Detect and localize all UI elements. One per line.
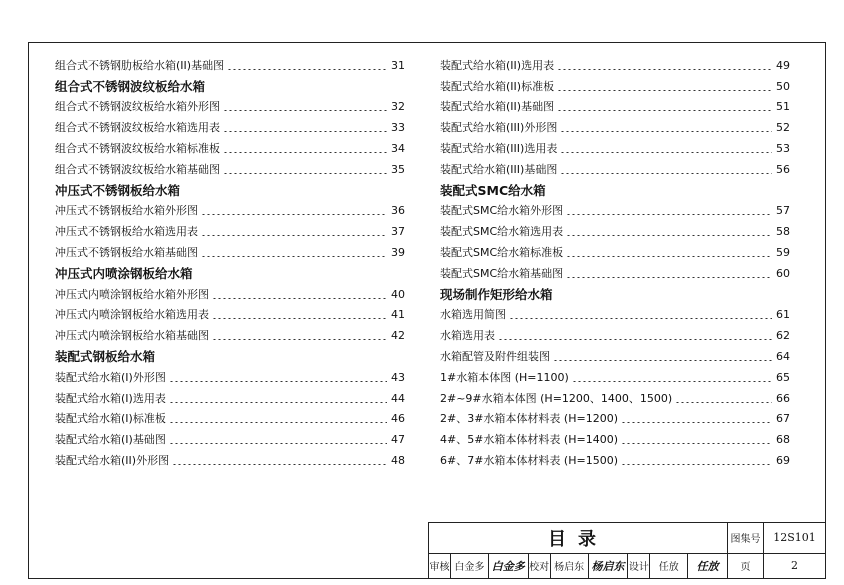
toc-entry <box>440 426 790 447</box>
toc-entry-page: 61 <box>776 308 790 322</box>
toc-entry <box>440 343 790 364</box>
toc-entry-title: 冲压式内喷涂钢板给水箱基础图 <box>55 329 209 343</box>
toc-section-heading <box>440 177 790 198</box>
toc-entry-title: 水箱选用简图 <box>440 308 506 322</box>
toc-entry-title: 冲压式不锈钢板给水箱外形图 <box>55 204 198 218</box>
toc-entry-page: 51 <box>776 100 790 114</box>
page-label: 页 <box>728 553 764 578</box>
toc-entry <box>440 322 790 343</box>
toc-entry <box>440 135 790 156</box>
toc-entry-page: 50 <box>776 79 790 93</box>
toc-entry-page: 46 <box>391 412 405 426</box>
dot-leader <box>621 443 772 444</box>
toc-entry-title: 装配式给水箱(II)标准板 <box>440 79 555 93</box>
section-heading-text: 组合式不锈钢波纹板给水箱 <box>55 78 206 94</box>
toc-entry <box>440 156 790 177</box>
toc-entry-title: 水箱选用表 <box>440 329 495 343</box>
toc-entry-page: 36 <box>391 204 405 218</box>
toc-entry-title: 组合式不锈钢波纹板给水箱选用表 <box>55 121 220 135</box>
toc-entry-title: 装配式给水箱(III)外形图 <box>440 121 558 135</box>
dot-leader <box>227 69 387 70</box>
design-name: 任放 <box>650 553 688 578</box>
section-heading-text: 现场制作矩形给水箱 <box>440 286 553 302</box>
dot-leader <box>212 339 387 340</box>
toc-entry <box>440 447 790 468</box>
toc-entry-title: 2#~9#水箱本体图 (H=1200、1400、1500) <box>440 391 673 405</box>
toc-entry-page: 65 <box>776 370 790 384</box>
atlas-number: 12S101 <box>764 523 826 554</box>
design-label: 设计 <box>628 553 650 578</box>
toc-entry-title: 组合式不锈钢波纹板给水箱外形图 <box>55 100 220 114</box>
toc-entry <box>440 364 790 385</box>
toc-entry-title: 1#水箱本体图 (H=1100) <box>440 370 569 384</box>
toc-entry-page: 69 <box>776 453 790 467</box>
toc-entry-page: 58 <box>776 225 790 239</box>
toc-entry <box>55 156 405 177</box>
toc-entry-title: 组合式不锈钢波纹板给水箱基础图 <box>55 162 220 176</box>
toc-entry <box>55 198 405 219</box>
toc-entry-title: 装配式给水箱(I)外形图 <box>55 370 166 384</box>
toc-entry <box>55 239 405 260</box>
toc-left-column <box>55 52 405 468</box>
dot-leader <box>621 422 772 423</box>
toc-entry-title: 装配式给水箱(II)基础图 <box>440 100 555 114</box>
toc-entry <box>55 281 405 302</box>
section-heading-text: 冲压式不锈钢板给水箱 <box>55 182 181 198</box>
toc-section-heading <box>55 260 405 281</box>
dot-leader <box>223 131 387 132</box>
toc-entry-title: 装配式给水箱(II)选用表 <box>440 58 555 72</box>
dot-leader <box>566 256 772 257</box>
dot-leader <box>560 152 772 153</box>
toc-entry-title: 装配式SMC给水箱外形图 <box>440 204 564 218</box>
toc-entry-title: 组合式不锈钢波纹板给水箱标准板 <box>55 141 220 155</box>
toc-entry-title: 装配式给水箱(I)标准板 <box>55 412 166 426</box>
toc-entry <box>55 426 405 447</box>
check-name: 杨启东 <box>550 553 588 578</box>
toc-entry <box>440 239 790 260</box>
dot-leader <box>169 381 387 382</box>
dot-leader <box>553 360 772 361</box>
toc-entry-page: 53 <box>776 141 790 155</box>
toc-entry <box>55 52 405 73</box>
toc-entry <box>440 218 790 239</box>
dot-leader <box>223 110 387 111</box>
toc-entry-page: 40 <box>391 287 405 301</box>
toc-entry-title: 冲压式不锈钢板给水箱选用表 <box>55 225 198 239</box>
toc-entry-title: 装配式SMC给水箱选用表 <box>440 225 564 239</box>
dot-leader <box>675 402 772 403</box>
dot-leader <box>201 256 387 257</box>
toc-entry-title: 装配式给水箱(I)基础图 <box>55 433 166 447</box>
toc-entry <box>55 322 405 343</box>
toc-entry-title: 装配式给水箱(II)外形图 <box>55 453 170 467</box>
toc-section-heading <box>55 73 405 94</box>
toc-entry <box>440 198 790 219</box>
toc-entry <box>55 114 405 135</box>
toc-section-heading <box>55 177 405 198</box>
toc-entry-page: 57 <box>776 204 790 218</box>
check-signature: 杨启东 <box>588 553 628 578</box>
toc-entry-page: 67 <box>776 412 790 426</box>
atlas-label: 图集号 <box>728 523 764 554</box>
toc-entry <box>440 385 790 406</box>
design-signature: 任放 <box>688 553 728 578</box>
page-number: 2 <box>764 553 826 578</box>
toc-entry-title: 装配式SMC给水箱标准板 <box>440 245 564 259</box>
dot-leader <box>169 443 387 444</box>
toc-entry <box>55 447 405 468</box>
dot-leader <box>223 152 387 153</box>
toc-entry-page: 49 <box>776 58 790 72</box>
toc-entry-page: 48 <box>391 453 405 467</box>
toc-entry-page: 35 <box>391 162 405 176</box>
section-heading-text: 冲压式内喷涂钢板给水箱 <box>55 265 193 281</box>
toc-entry <box>55 218 405 239</box>
toc-entry-page: 60 <box>776 266 790 280</box>
review-signature: 白金多 <box>488 553 528 578</box>
section-heading-text: 装配式钢板给水箱 <box>55 348 156 364</box>
toc-entry <box>440 406 790 427</box>
dot-leader <box>201 235 387 236</box>
toc-entry-page: 68 <box>776 433 790 447</box>
check-label: 校对 <box>528 553 550 578</box>
dot-leader <box>560 131 772 132</box>
toc-section-heading <box>440 281 790 302</box>
dot-leader <box>566 235 772 236</box>
toc-entry-title: 4#、5#水箱本体材料表 (H=1400) <box>440 433 618 447</box>
dot-leader <box>566 277 772 278</box>
title-block <box>428 522 826 579</box>
dot-leader <box>557 90 772 91</box>
dot-leader <box>201 214 387 215</box>
toc-entry-page: 41 <box>391 308 405 322</box>
dot-leader <box>557 110 772 111</box>
toc-entry-page: 32 <box>391 100 405 114</box>
toc-entry-title: 6#、7#水箱本体材料表 (H=1500) <box>440 453 618 467</box>
toc-entry-page: 64 <box>776 349 790 363</box>
dot-leader <box>557 69 772 70</box>
dot-leader <box>572 381 772 382</box>
dot-leader <box>621 464 772 465</box>
toc-entry-title: 装配式给水箱(I)选用表 <box>55 391 166 405</box>
toc-entry-page: 31 <box>391 58 405 72</box>
toc-entry-page: 52 <box>776 121 790 135</box>
review-label: 审核 <box>429 553 451 578</box>
dot-leader <box>560 173 772 174</box>
section-heading-text: 装配式SMC给水箱 <box>440 182 546 198</box>
dot-leader <box>498 339 772 340</box>
title-block-title: 目录 <box>429 523 728 554</box>
dot-leader <box>169 402 387 403</box>
dot-leader <box>212 298 387 299</box>
toc-entry-page: 59 <box>776 245 790 259</box>
toc-entry <box>55 364 405 385</box>
toc-entry-title: 冲压式内喷涂钢板给水箱外形图 <box>55 287 209 301</box>
dot-leader <box>212 318 387 319</box>
toc-entry <box>440 260 790 281</box>
toc-entry-title: 装配式SMC给水箱基础图 <box>440 266 564 280</box>
toc-entry <box>55 302 405 323</box>
toc-entry-title: 2#、3#水箱本体材料表 (H=1200) <box>440 412 618 426</box>
toc-section-heading <box>55 343 405 364</box>
toc-entry-page: 37 <box>391 225 405 239</box>
toc-entry-title: 水箱配管及附件组装图 <box>440 349 550 363</box>
toc-entry-title: 冲压式不锈钢板给水箱基础图 <box>55 245 198 259</box>
toc-entry <box>440 302 790 323</box>
toc-entry <box>55 385 405 406</box>
toc-entry <box>440 73 790 94</box>
dot-leader <box>172 464 387 465</box>
toc-entry <box>55 135 405 156</box>
toc-entry-page: 39 <box>391 245 405 259</box>
toc-entry-title: 冲压式内喷涂钢板给水箱选用表 <box>55 308 209 322</box>
toc-entry-page: 43 <box>391 370 405 384</box>
toc-entry-page: 33 <box>391 121 405 135</box>
toc-entry-title: 装配式给水箱(III)基础图 <box>440 162 558 176</box>
toc-entry-page: 66 <box>776 391 790 405</box>
toc-entry-title: 组合式不锈钢肋板给水箱(II)基础图 <box>55 58 225 72</box>
dot-leader <box>566 214 772 215</box>
toc-entry-page: 44 <box>391 391 405 405</box>
toc-entry-page: 47 <box>391 433 405 447</box>
review-name: 白金多 <box>450 553 488 578</box>
toc-entry-page: 56 <box>776 162 790 176</box>
toc-entry <box>440 94 790 115</box>
toc-entry <box>55 406 405 427</box>
toc-right-column <box>440 52 790 468</box>
toc-entry <box>440 114 790 135</box>
dot-leader <box>169 422 387 423</box>
toc-entry <box>55 94 405 115</box>
toc-entry-title: 装配式给水箱(III)选用表 <box>440 141 558 155</box>
toc-entry-page: 42 <box>391 329 405 343</box>
dot-leader <box>509 318 772 319</box>
toc-entry-page: 62 <box>776 329 790 343</box>
dot-leader <box>223 173 387 174</box>
toc-entry <box>440 52 790 73</box>
toc-entry-page: 34 <box>391 141 405 155</box>
